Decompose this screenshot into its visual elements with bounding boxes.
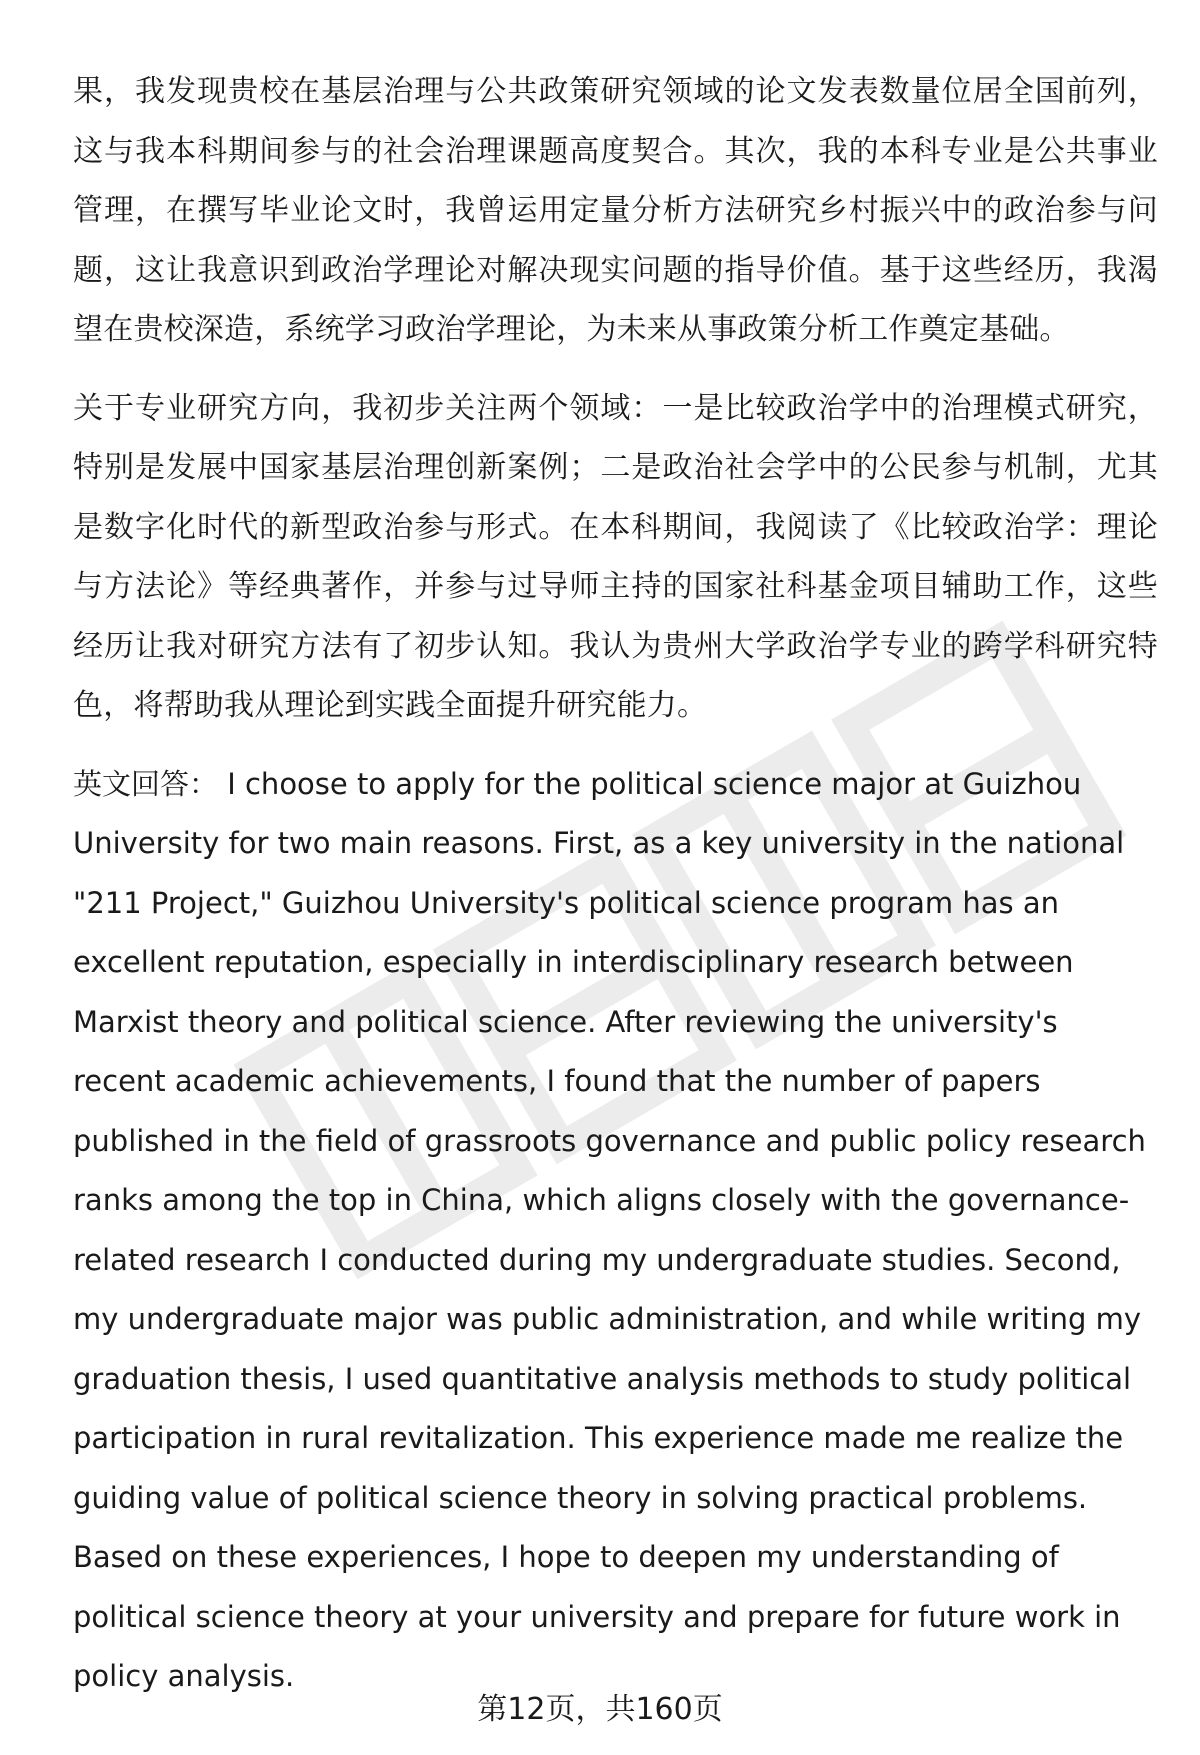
document-body (73, 62, 1158, 1707)
page-number: 第12页，共160页 (477, 1692, 723, 1727)
paragraph-motivation: 果，我发现贵校在基层治理与公共政策研究领域的论文发表数量位居全国前列，这与我本科期间参与的社会治理课题高度契合。其次，我的本科专业是公共事业管理，在撰写毕业论文时，我曾运用定量分析方法研究乡村振兴中的政治参与问题，这让我意识到政治学理论对解决现实问题的指导价值。基于这些经历，我渴望在贵校深造，系统学习政治学理论，为未来从事政策分析工作奠定基础。 (73, 74, 1158, 347)
paragraph-research-direction: 关于专业研究方向，我初步关注两个领域：一是比较政治学中的治理模式研究，特别是发展中国家基层治理创新案例；二是政治社会学中的公民参与机制，尤其是数字化时代的新型政治参与形式。在本科期间，我阅读了《比较政治学：理论与方法论》等经典著作，并参与过导师主持的国家社科基金项目辅助工作，这些经历让我对研究方法有了初步认知。我认为贵州大学政治学专业的跨学科研究特色，将帮助我从理论到实践全面提升研究能力。 (73, 390, 1158, 723)
paragraph-english-answer: 英文回答： I choose to apply for the political science major at Guizhou University for two main reasons. First, as a key university in the national "211 Project," Guizhou University's political science program has an excellent reputation, especially in interdisciplinary research between Marxist theory and political science. After reviewing the university's recent academic achievements, I found that the number of papers published in the field of grassroots governance and public policy research ranks among the top in China, which aligns closely with the governance-related research I conducted during my undergraduate studies. Second, my undergraduate major was public administration, and while writing my graduation thesis, I used quantitative analysis methods to study political participation in rural revitalization. This experience made me realize the guiding value of political science theory in solving practical problems. Based on these experiences, I hope to deepen my understanding of political science theory at your university and prepare for future work in policy analysis. (73, 766, 1146, 1693)
